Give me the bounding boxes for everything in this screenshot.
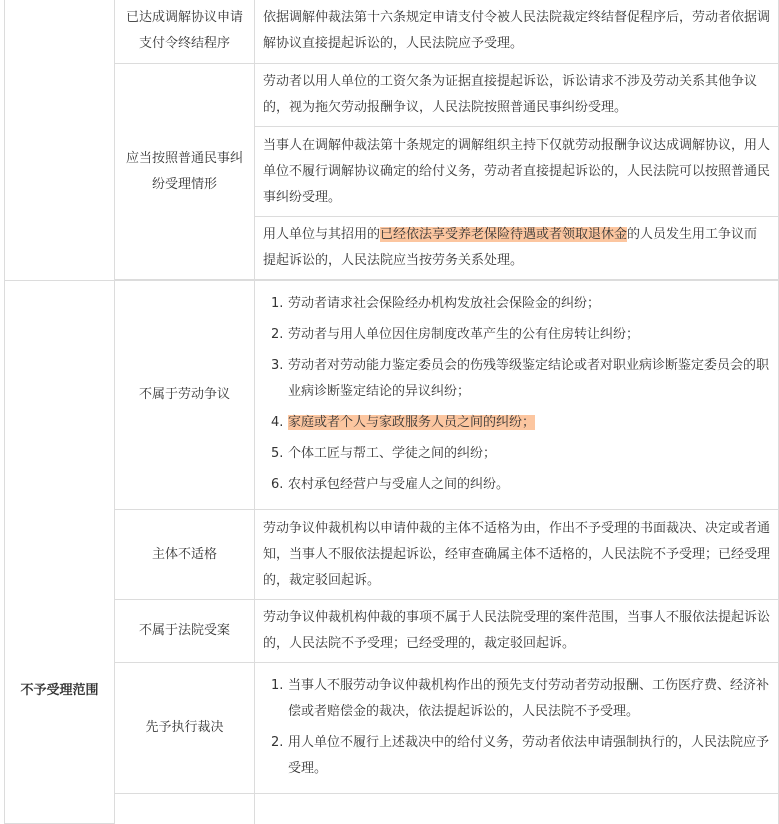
advance-exec-list	[263, 673, 770, 782]
row-content: 劳动争议仲裁机构仲裁的事项不属于人民法院受理的案件范围，当事人不服依法提起诉讼的，人民法院不予受理；已经受理的，裁定驳回起诉。	[255, 600, 779, 663]
empty-section-cell	[5, 0, 115, 281]
empty-cell	[115, 794, 255, 824]
legal-rules-table	[4, 0, 779, 824]
group-label-not-court: 不属于法院受案	[115, 600, 255, 663]
empty-cell	[255, 794, 779, 824]
table-row	[5, 64, 779, 127]
table-row	[5, 281, 779, 510]
text-segment: 用人单位与其招用的	[263, 227, 381, 242]
list-item: 3. 劳动者对劳动能力鉴定委员会的伤残等级鉴定结论或者对职业病诊断鉴定委员会的职业病诊断鉴定结论的异议纠纷；	[271, 358, 770, 399]
list-item: 1. 当事人不服劳动争议仲裁机构作出的预先支付劳动者劳动报酬、工伤医疗费、经济补偿或者赔偿金的裁决，依法提起诉讼的，人民法院不予受理。	[271, 678, 770, 719]
text-segment: 的人员发生用工争议而提起诉讼的，人民法院应当按劳务关系处理。	[263, 227, 758, 268]
group-label-subject-unfit: 主体不适格	[115, 510, 255, 600]
row-content: 劳动争议仲裁机构以申请仲裁的主体不适格为由，作出不予受理的书面裁决、决定或者通知，当事人不服依法提起诉讼，经审查确属主体不适格的，人民法院不予受理；已经受理的，裁定驳回起诉。	[255, 510, 779, 600]
row-label: 已达成调解协议申请支付令终结程序	[115, 0, 255, 64]
list-item: 2. 用人单位不履行上述裁决中的给付义务，劳动者依法申请强制执行的，人民法院应予受理。	[271, 735, 770, 776]
table-row	[5, 510, 779, 600]
table-row	[5, 600, 779, 663]
group-label-not-labor: 不属于劳动争议	[115, 281, 255, 510]
group-label-general: 应当按照普通民事纠纷受理情形	[115, 64, 255, 280]
not-labor-list	[263, 291, 770, 498]
row-content	[255, 217, 779, 280]
list-item: 5. 个体工匠与帮工、学徒之间的纠纷；	[271, 446, 497, 461]
group-label-advance-exec: 先予执行裁决	[115, 663, 255, 794]
section-label-text: 不予受理范围	[20, 683, 99, 698]
list-item: 4. 家庭或者个人与家政服务人员之间的纠纷；	[271, 415, 536, 430]
advance-exec-list-cell	[255, 663, 779, 794]
row-content: 当事人在调解仲裁法第十条规定的调解组织主持下仅就劳动报酬争议达成调解协议，用人单位不履行调解协议确定的给付义务，劳动者直接提起诉讼的，人民法院可以按照普通民事纠纷受理。	[255, 127, 779, 217]
row-content: 劳动者以用人单位的工资欠条为证据直接提起诉讼，诉讼请求不涉及劳动关系其他争议的，视为拖欠劳动报酬争议，人民法院按照普通民事纠纷受理。	[255, 64, 779, 127]
list-item: 1. 劳动者请求社会保险经办机构发放社会保险金的纠纷；	[271, 296, 601, 311]
list-item: 6. 农村承包经营户与受雇人之间的纠纷。	[271, 477, 510, 492]
list-item: 2. 劳动者与用人单位因住房制度改革产生的公有住房转让纠纷；	[271, 327, 640, 342]
highlighted-text: 已经依法享受养老保险待遇或者领取退休金	[380, 227, 628, 242]
table-row	[5, 663, 779, 794]
row-content: 依据调解仲裁法第十六条规定申请支付令被人民法院裁定终结督促程序后，劳动者依据调解协议直接提起诉讼的，人民法院应予受理。	[255, 0, 779, 64]
highlighted-text: 家庭或者个人与家政服务人员之间的纠纷；	[288, 415, 536, 430]
not-labor-list-cell	[255, 281, 779, 510]
table-row	[5, 794, 779, 824]
section-label-not-accepted	[5, 281, 115, 824]
table-row	[5, 0, 779, 64]
